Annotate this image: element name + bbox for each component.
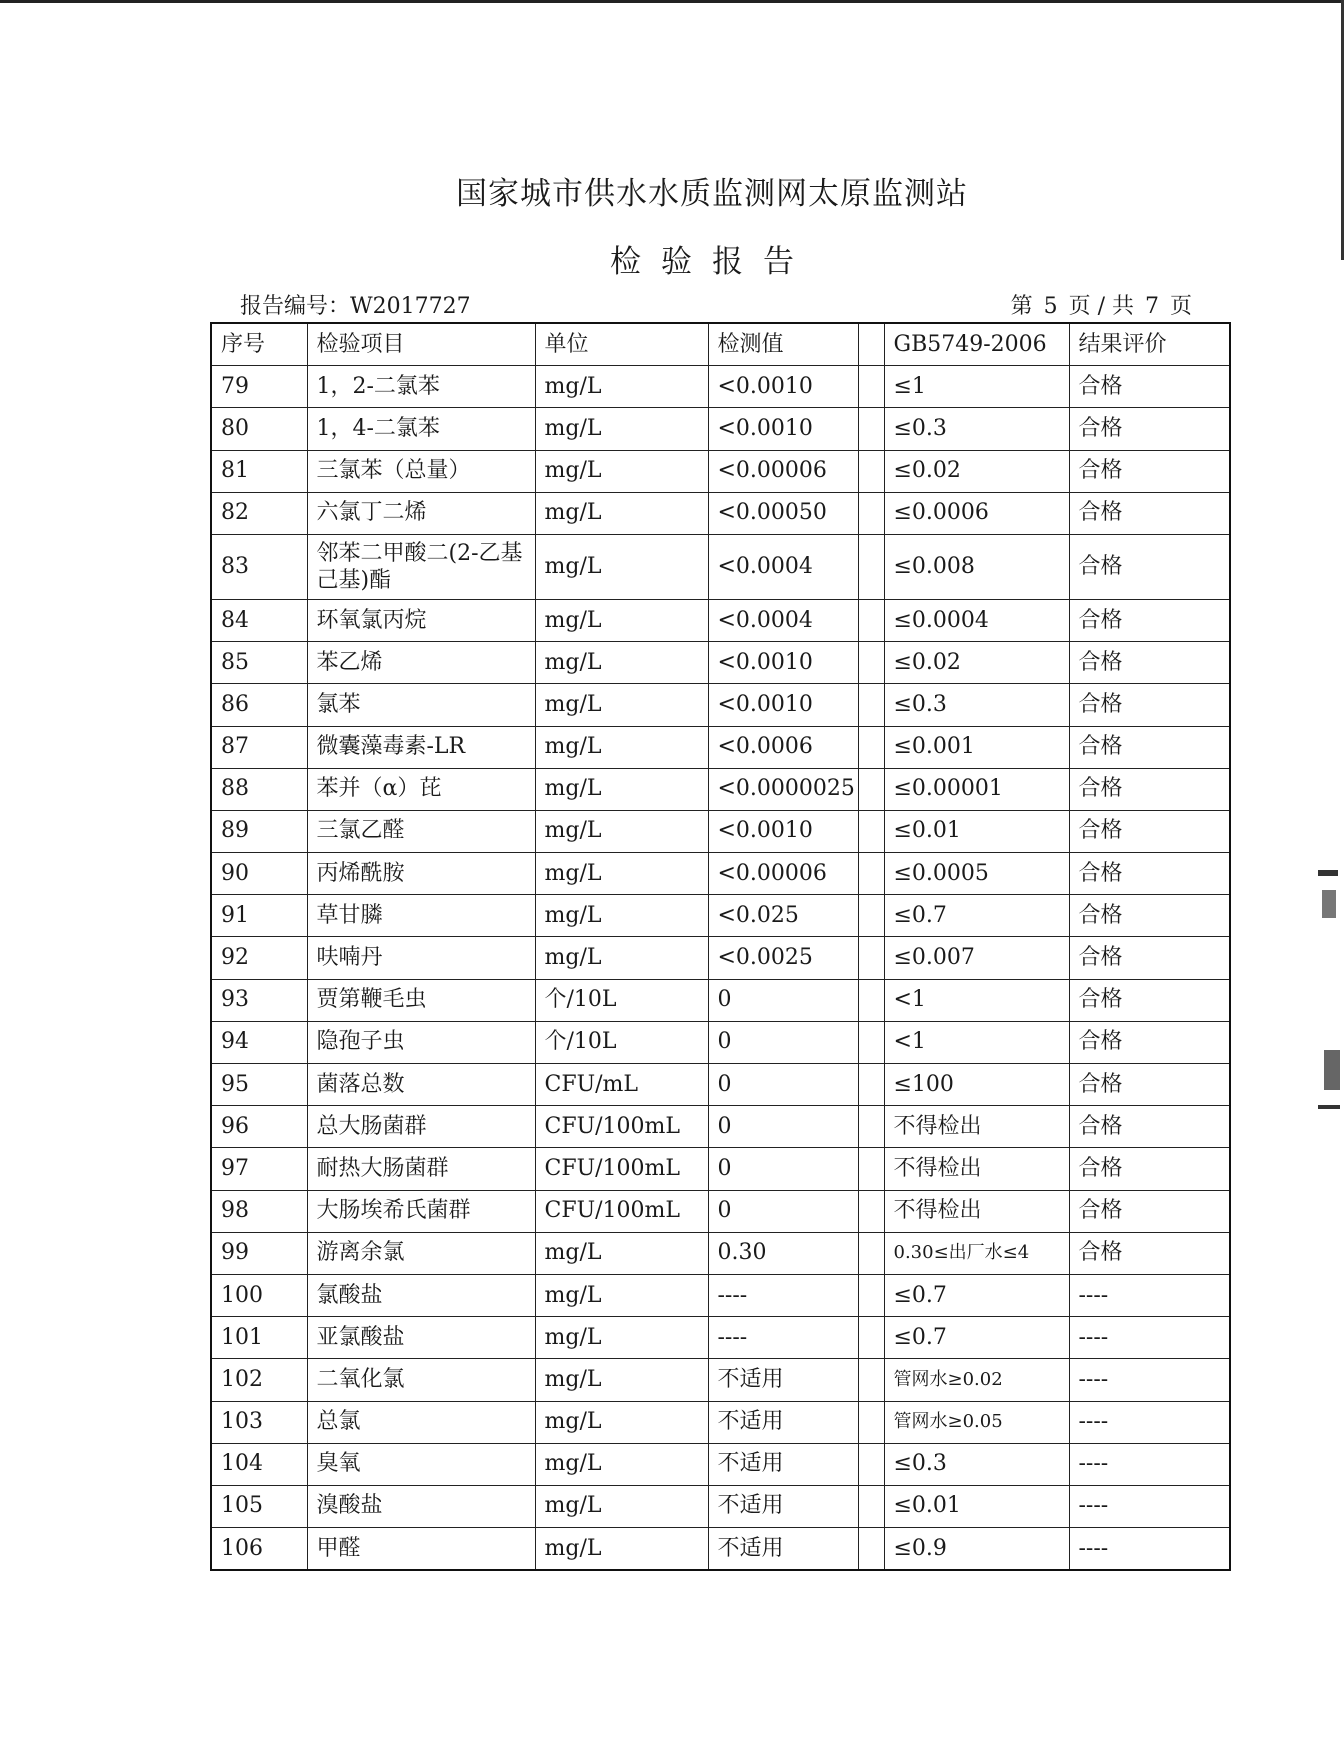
row-unit: mg/L [535, 1443, 708, 1485]
table-row [211, 1106, 1230, 1148]
row-no: 80 [211, 408, 307, 450]
column-gap [858, 1317, 884, 1359]
row-no: 96 [211, 1106, 307, 1148]
row-no: 102 [211, 1359, 307, 1401]
row-item: 菌落总数 [307, 1064, 535, 1106]
row-unit: CFU/100mL [535, 1106, 708, 1148]
row-item: 六氯丁二烯 [307, 492, 535, 534]
row-no: 81 [211, 450, 307, 492]
row-result: 合格 [1069, 1232, 1230, 1274]
table-row [211, 1232, 1230, 1274]
row-item: 游离余氯 [307, 1232, 535, 1274]
row-unit: mg/L [535, 684, 708, 726]
row-standard: ≤0.7 [884, 1317, 1069, 1359]
row-result: 合格 [1069, 768, 1230, 810]
row-value: <0.0010 [708, 366, 858, 408]
row-no: 99 [211, 1232, 307, 1274]
row-standard: ≤0.01 [884, 1485, 1069, 1527]
row-no: 79 [211, 366, 307, 408]
row-result: 合格 [1069, 1064, 1230, 1106]
row-result: 合格 [1069, 979, 1230, 1021]
row-value: 0.30 [708, 1232, 858, 1274]
row-value: <0.0010 [708, 642, 858, 684]
row-result: 合格 [1069, 726, 1230, 768]
scan-mark [1322, 890, 1336, 918]
row-no: 98 [211, 1190, 307, 1232]
column-gap [858, 1232, 884, 1274]
column-gap [858, 599, 884, 641]
row-no: 91 [211, 895, 307, 937]
column-gap [858, 366, 884, 408]
row-no: 89 [211, 810, 307, 852]
row-value: <0.0004 [708, 534, 858, 599]
row-unit: mg/L [535, 1232, 708, 1274]
page-indicator [1009, 289, 1194, 320]
row-value: 不适用 [708, 1359, 858, 1401]
row-unit: mg/L [535, 534, 708, 599]
row-unit: mg/L [535, 1528, 708, 1571]
row-standard: ≤0.0005 [884, 853, 1069, 895]
row-item: 微囊藻毒素-LR [307, 726, 535, 768]
row-item: 耐热大肠菌群 [307, 1148, 535, 1190]
row-item: 三氯乙醛 [307, 810, 535, 852]
column-gap [858, 1190, 884, 1232]
row-item: 大肠埃希氏菌群 [307, 1190, 535, 1232]
page-prefix: 第 [1010, 294, 1033, 319]
row-value: <0.025 [708, 895, 858, 937]
row-standard: ≤1 [884, 366, 1069, 408]
column-gap [858, 768, 884, 810]
row-value: <0.0010 [708, 684, 858, 726]
column-gap [858, 1443, 884, 1485]
row-no: 85 [211, 642, 307, 684]
row-unit: mg/L [535, 1359, 708, 1401]
table-row [211, 1064, 1230, 1106]
column-gap [858, 1485, 884, 1527]
column-gap [858, 853, 884, 895]
org-title: 国家城市供水水质监测网太原监测站 [456, 176, 968, 212]
row-result: ---- [1069, 1443, 1230, 1485]
table-row [211, 599, 1230, 641]
table-row [211, 1401, 1230, 1443]
row-result: 合格 [1069, 684, 1230, 726]
row-item: 氯酸盐 [307, 1274, 535, 1316]
row-result: 合格 [1069, 1106, 1230, 1148]
row-value: 0 [708, 1106, 858, 1148]
row-result: 合格 [1069, 492, 1230, 534]
header-no: 序号 [211, 323, 307, 366]
row-item: 邻苯二甲酸二(2-乙基己基)酯 [307, 534, 535, 599]
row-no: 100 [211, 1274, 307, 1316]
row-no: 92 [211, 937, 307, 979]
table-row [211, 979, 1230, 1021]
column-gap [858, 492, 884, 534]
row-value: <0.00006 [708, 450, 858, 492]
row-no: 82 [211, 492, 307, 534]
row-result: 合格 [1069, 1190, 1230, 1232]
column-gap [858, 684, 884, 726]
report-number [240, 289, 471, 320]
table-row [211, 1443, 1230, 1485]
table-row [211, 1148, 1230, 1190]
row-standard: ≤0.0004 [884, 599, 1069, 641]
row-result: 合格 [1069, 937, 1230, 979]
row-standard: ≤0.3 [884, 1443, 1069, 1485]
header-value: 检测值 [708, 323, 858, 366]
row-unit: mg/L [535, 895, 708, 937]
header-standard: GB5749-2006 [884, 323, 1069, 366]
row-no: 84 [211, 599, 307, 641]
row-item: 臭氧 [307, 1443, 535, 1485]
report-number-value: W2017727 [350, 294, 471, 319]
column-gap [858, 1274, 884, 1316]
scan-top-edge [0, 0, 1344, 3]
row-result: ---- [1069, 1359, 1230, 1401]
row-value: 不适用 [708, 1528, 858, 1571]
table-row [211, 1190, 1230, 1232]
row-unit: CFU/mL [535, 1064, 708, 1106]
row-result: 合格 [1069, 599, 1230, 641]
inspection-table [210, 322, 1231, 1571]
column-gap [858, 1528, 884, 1571]
row-result: ---- [1069, 1485, 1230, 1527]
table-row [211, 768, 1230, 810]
row-value: <0.0010 [708, 810, 858, 852]
row-item: 苯并（α）芘 [307, 768, 535, 810]
row-standard: ≤0.9 [884, 1528, 1069, 1571]
table-row [211, 1528, 1230, 1571]
scan-mark [1318, 870, 1338, 876]
row-value: ---- [708, 1317, 858, 1359]
row-item: 贾第鞭毛虫 [307, 979, 535, 1021]
row-value: <0.0004 [708, 599, 858, 641]
row-no: 90 [211, 853, 307, 895]
row-standard: ≤100 [884, 1064, 1069, 1106]
row-item: 总大肠菌群 [307, 1106, 535, 1148]
row-item: 二氧化氯 [307, 1359, 535, 1401]
row-result: 合格 [1069, 810, 1230, 852]
row-no: 87 [211, 726, 307, 768]
row-unit: mg/L [535, 1485, 708, 1527]
row-value: 不适用 [708, 1401, 858, 1443]
row-unit: mg/L [535, 599, 708, 641]
row-value: <0.0000025 [708, 768, 858, 810]
row-item: 总氯 [307, 1401, 535, 1443]
row-standard: 不得检出 [884, 1106, 1069, 1148]
scan-mark [1324, 1050, 1340, 1090]
column-gap [858, 895, 884, 937]
row-no: 103 [211, 1401, 307, 1443]
row-item: 溴酸盐 [307, 1485, 535, 1527]
row-value: ---- [708, 1274, 858, 1316]
row-result: ---- [1069, 1401, 1230, 1443]
table-row [211, 1021, 1230, 1063]
row-value: 0 [708, 1148, 858, 1190]
column-gap [858, 534, 884, 599]
row-standard: ≤0.7 [884, 1274, 1069, 1316]
row-value: <0.00050 [708, 492, 858, 534]
row-result: 合格 [1069, 1021, 1230, 1063]
row-result: 合格 [1069, 895, 1230, 937]
row-no: 86 [211, 684, 307, 726]
row-unit: mg/L [535, 853, 708, 895]
row-item: 甲醛 [307, 1528, 535, 1571]
row-no: 101 [211, 1317, 307, 1359]
row-item: 氯苯 [307, 684, 535, 726]
table-row [211, 1485, 1230, 1527]
column-gap [858, 1106, 884, 1148]
column-gap [858, 408, 884, 450]
row-standard: ≤0.01 [884, 810, 1069, 852]
row-no: 97 [211, 1148, 307, 1190]
table-row [211, 366, 1230, 408]
row-unit: mg/L [535, 492, 708, 534]
report-number-label: 报告编号： [240, 294, 351, 319]
row-result: 合格 [1069, 450, 1230, 492]
table-header-row [211, 323, 1230, 366]
table-row [211, 408, 1230, 450]
column-gap [858, 1064, 884, 1106]
report-title: 检验报告 [610, 244, 814, 280]
row-standard: <1 [884, 979, 1069, 1021]
row-value: 不适用 [708, 1485, 858, 1527]
row-unit: mg/L [535, 1317, 708, 1359]
table-row [211, 684, 1230, 726]
row-value: 0 [708, 979, 858, 1021]
column-gap [858, 1021, 884, 1063]
row-result: 合格 [1069, 1148, 1230, 1190]
row-unit: mg/L [535, 726, 708, 768]
row-result: 合格 [1069, 534, 1230, 599]
table-row [211, 642, 1230, 684]
row-item: 三氯苯（总量） [307, 450, 535, 492]
header-unit: 单位 [535, 323, 708, 366]
row-no: 105 [211, 1485, 307, 1527]
row-result: 合格 [1069, 408, 1230, 450]
row-result: ---- [1069, 1528, 1230, 1571]
row-standard: ≤0.3 [884, 684, 1069, 726]
column-gap [858, 810, 884, 852]
column-gap [858, 1148, 884, 1190]
row-unit: CFU/100mL [535, 1148, 708, 1190]
row-standard: ≤0.3 [884, 408, 1069, 450]
row-standard: ≤0.7 [884, 895, 1069, 937]
page-total: 7 [1144, 294, 1159, 319]
row-standard: 不得检出 [884, 1190, 1069, 1232]
column-gap [858, 726, 884, 768]
row-value: <0.00006 [708, 853, 858, 895]
row-value: 0 [708, 1190, 858, 1232]
row-result: ---- [1069, 1317, 1230, 1359]
page-mid: 页 / 共 [1068, 294, 1134, 319]
row-unit: mg/L [535, 366, 708, 408]
row-unit: mg/L [535, 768, 708, 810]
row-standard: 不得检出 [884, 1148, 1069, 1190]
row-no: 95 [211, 1064, 307, 1106]
row-item: 草甘膦 [307, 895, 535, 937]
row-unit: 个/10L [535, 979, 708, 1021]
table-row [211, 726, 1230, 768]
row-standard: 管网水≥0.05 [884, 1401, 1069, 1443]
row-no: 88 [211, 768, 307, 810]
row-value: 不适用 [708, 1443, 858, 1485]
table-row [211, 1359, 1230, 1401]
row-item: 1，4-二氯苯 [307, 408, 535, 450]
row-standard: ≤0.02 [884, 450, 1069, 492]
row-no: 106 [211, 1528, 307, 1571]
table-row [211, 810, 1230, 852]
row-unit: mg/L [535, 408, 708, 450]
table-body [211, 366, 1230, 1571]
row-no: 93 [211, 979, 307, 1021]
row-standard: ≤0.007 [884, 937, 1069, 979]
table-row [211, 492, 1230, 534]
row-result: ---- [1069, 1274, 1230, 1316]
table-row [211, 937, 1230, 979]
row-no: 94 [211, 1021, 307, 1063]
row-result: 合格 [1069, 642, 1230, 684]
row-item: 亚氯酸盐 [307, 1317, 535, 1359]
column-gap [858, 642, 884, 684]
row-standard: ≤0.0006 [884, 492, 1069, 534]
table-row [211, 1274, 1230, 1316]
row-result: 合格 [1069, 366, 1230, 408]
row-value: 0 [708, 1021, 858, 1063]
column-gap [858, 1359, 884, 1401]
column-gap [858, 979, 884, 1021]
row-unit: mg/L [535, 1401, 708, 1443]
row-standard: 0.30≤出厂水≤4 [884, 1232, 1069, 1274]
row-standard: <1 [884, 1021, 1069, 1063]
column-gap [858, 937, 884, 979]
row-unit: mg/L [535, 1274, 708, 1316]
row-standard: 管网水≥0.02 [884, 1359, 1069, 1401]
row-unit: mg/L [535, 937, 708, 979]
row-unit: CFU/100mL [535, 1190, 708, 1232]
row-standard: ≤0.02 [884, 642, 1069, 684]
table-row [211, 450, 1230, 492]
row-standard: ≤0.00001 [884, 768, 1069, 810]
row-value: <0.0010 [708, 408, 858, 450]
row-unit: 个/10L [535, 1021, 708, 1063]
column-gap [858, 450, 884, 492]
row-item: 呋喃丹 [307, 937, 535, 979]
row-value: 0 [708, 1064, 858, 1106]
row-item: 1，2-二氯苯 [307, 366, 535, 408]
row-result: 合格 [1069, 853, 1230, 895]
table-row [211, 1317, 1230, 1359]
row-unit: mg/L [535, 642, 708, 684]
row-standard: ≤0.008 [884, 534, 1069, 599]
column-gap [858, 323, 884, 366]
row-item: 苯乙烯 [307, 642, 535, 684]
row-value: <0.0006 [708, 726, 858, 768]
row-unit: mg/L [535, 450, 708, 492]
table-row [211, 853, 1230, 895]
scan-mark [1318, 1105, 1340, 1109]
row-standard: ≤0.001 [884, 726, 1069, 768]
row-no: 83 [211, 534, 307, 599]
row-no: 104 [211, 1443, 307, 1485]
row-item: 隐孢子虫 [307, 1021, 535, 1063]
page-suffix: 页 [1169, 294, 1192, 319]
row-value: <0.0025 [708, 937, 858, 979]
page-current: 5 [1043, 294, 1058, 319]
header-result: 结果评价 [1069, 323, 1230, 366]
table-row [211, 895, 1230, 937]
row-item: 丙烯酰胺 [307, 853, 535, 895]
row-unit: mg/L [535, 810, 708, 852]
header-item: 检验项目 [307, 323, 535, 366]
column-gap [858, 1401, 884, 1443]
table-row [211, 534, 1230, 599]
row-item: 环氧氯丙烷 [307, 599, 535, 641]
